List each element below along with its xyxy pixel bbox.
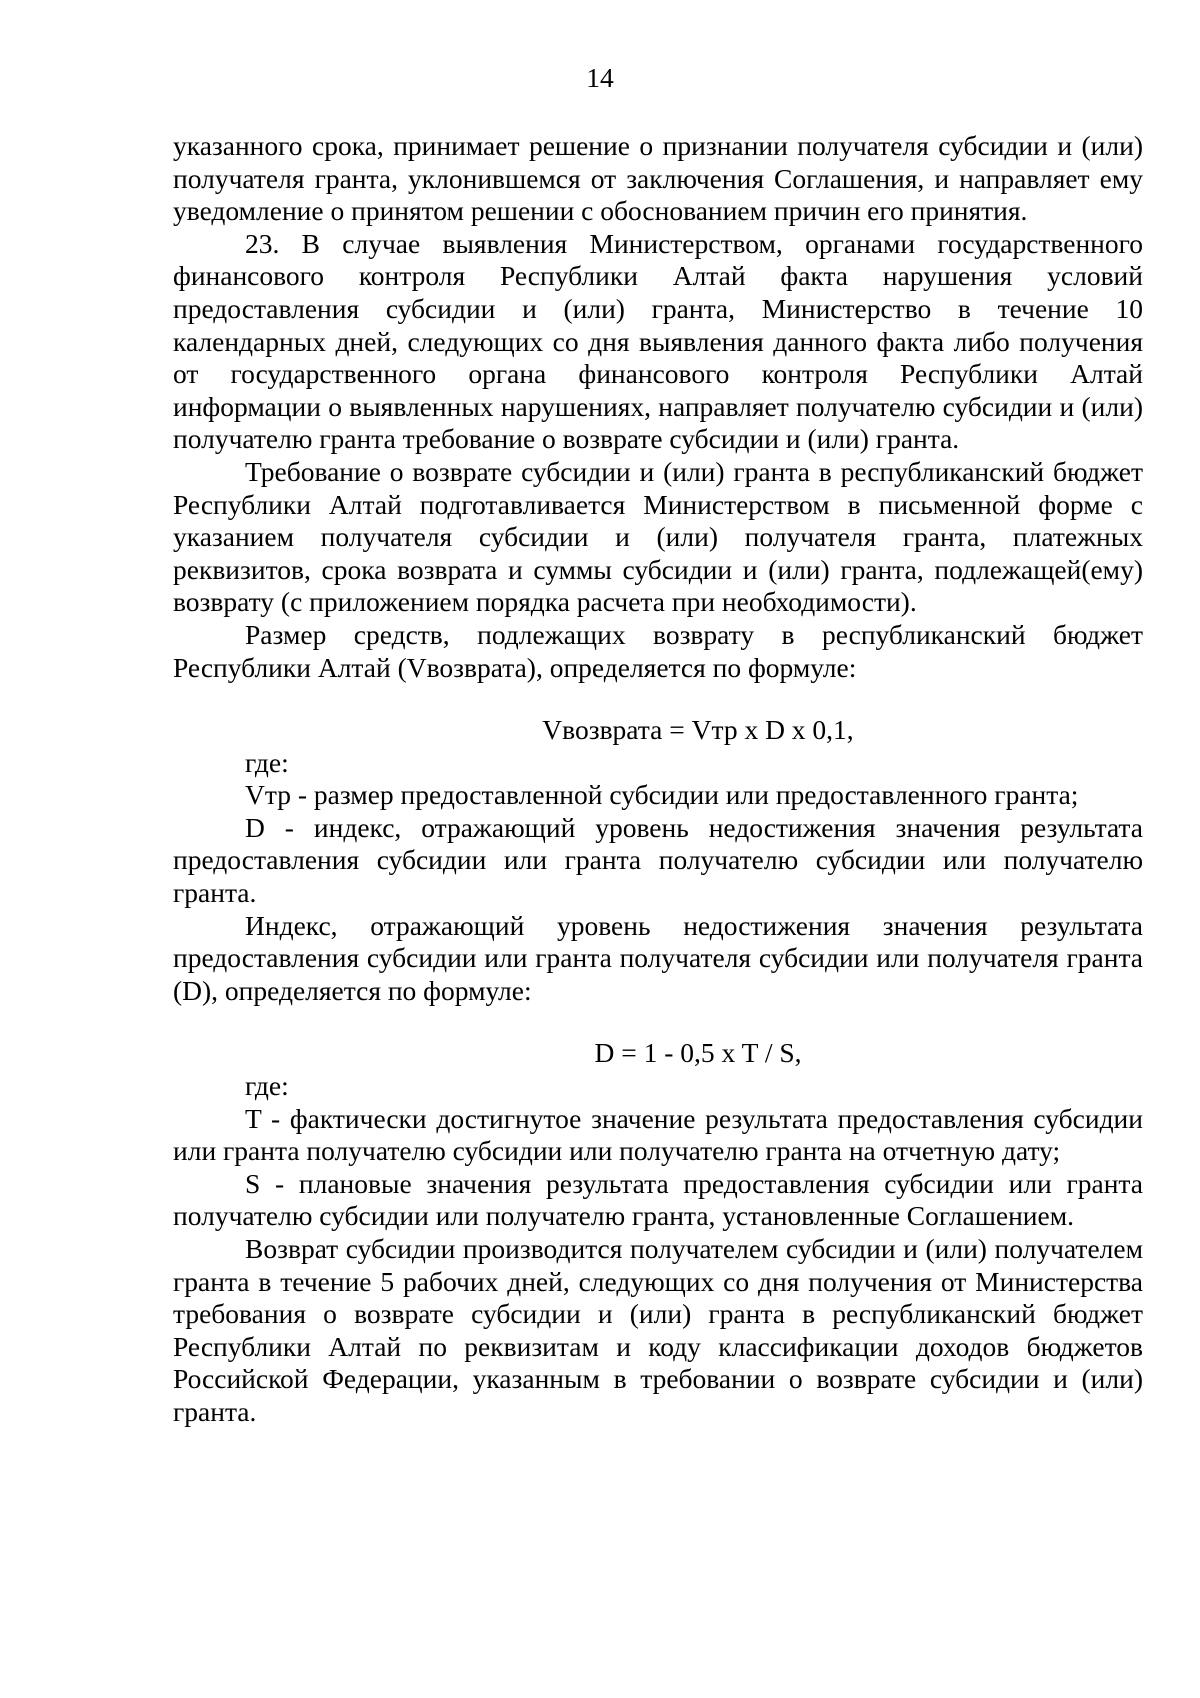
- definition-s: S - плановые значения результата предоставления субсидии или гранта получателю субсидии или получателю гранта, установленные Соглашением.: [173, 1167, 1143, 1232]
- document-body: [173, 130, 1143, 1429]
- definition-t: T - фактически достигнутое значение результата предоставления субсидии или гранта получателю субсидии или получателю гранта на отчетную дату;: [173, 1102, 1143, 1167]
- paragraph: Возврат субсидии производится получателем субсидии и (или) получателем гранта в течение 5 рабочих дней, следующих со дня получения от Министерства требования о возврате субсидии и (или) гранта в республиканский бюджет Республики Алтай по реквизитам и коду классификации доходов бюджетов Российской Федерации, указанным в требовании о возврате субсидии и (или) гранта.: [173, 1233, 1143, 1427]
- definition-d: D - индекс, отражающий уровень недостижения значения результата предоставления субсидии или гранта получателю субсидии или получателю гранта.: [173, 811, 1143, 909]
- where-label: где:: [245, 746, 289, 778]
- paragraph: Размер средств, подлежащих возврату в республиканский бюджет Республики Алтай (Vвозврата), определяется по формуле:: [173, 618, 1143, 683]
- return-amount-formula: Vвозврата = Vтр x D x 0,1,: [542, 714, 854, 746]
- index-formula: D = 1 - 0,5 x T / S,: [594, 1037, 802, 1069]
- paragraph: указанного срока, принимает решение о признании получателя субсидии и (или) получателя гранта, уклонившемся от заключения Соглашения, и направляет ему уведомление о принятом решении с обоснованием причин его принятия.: [173, 130, 1143, 227]
- page-number: 14: [586, 62, 614, 93]
- definition-vtr: Vтр - размер предоставленной субсидии или предоставленного гранта;: [245, 779, 1079, 811]
- paragraph: Индекс, отражающий уровень недостижения значения результата предоставления субсидии или гранта получателя субсидии или получателя гранта (D), определяется по формуле:: [173, 909, 1143, 1006]
- paragraph: Требование о возврате субсидии и (или) гранта в республиканский бюджет Республики Алтай подготавливается Министерством в письменной форме с указанием получателя субсидии и (или) получателя гранта, платежных реквизитов, срока возврата и суммы субсидии и (или) гранта, подлежащей(ему) возврату (с приложением порядка расчета при необходимости).: [173, 455, 1143, 618]
- where-label: где:: [245, 1070, 289, 1102]
- paragraph: 23. В случае выявления Министерством, органами государственного финансового контроля Республики Алтай факта нарушения условий предоставления субсидии и (или) гранта, Министерство в течение 10 календарных дней, следующих со дня выявления данного факта либо получения от государственного органа финансового контроля Республики Алтай информации о выявленных нарушениях, направляет получателю субсидии и (или) получателю гранта требование о возврате субсидии и (или) гранта.: [173, 227, 1143, 455]
